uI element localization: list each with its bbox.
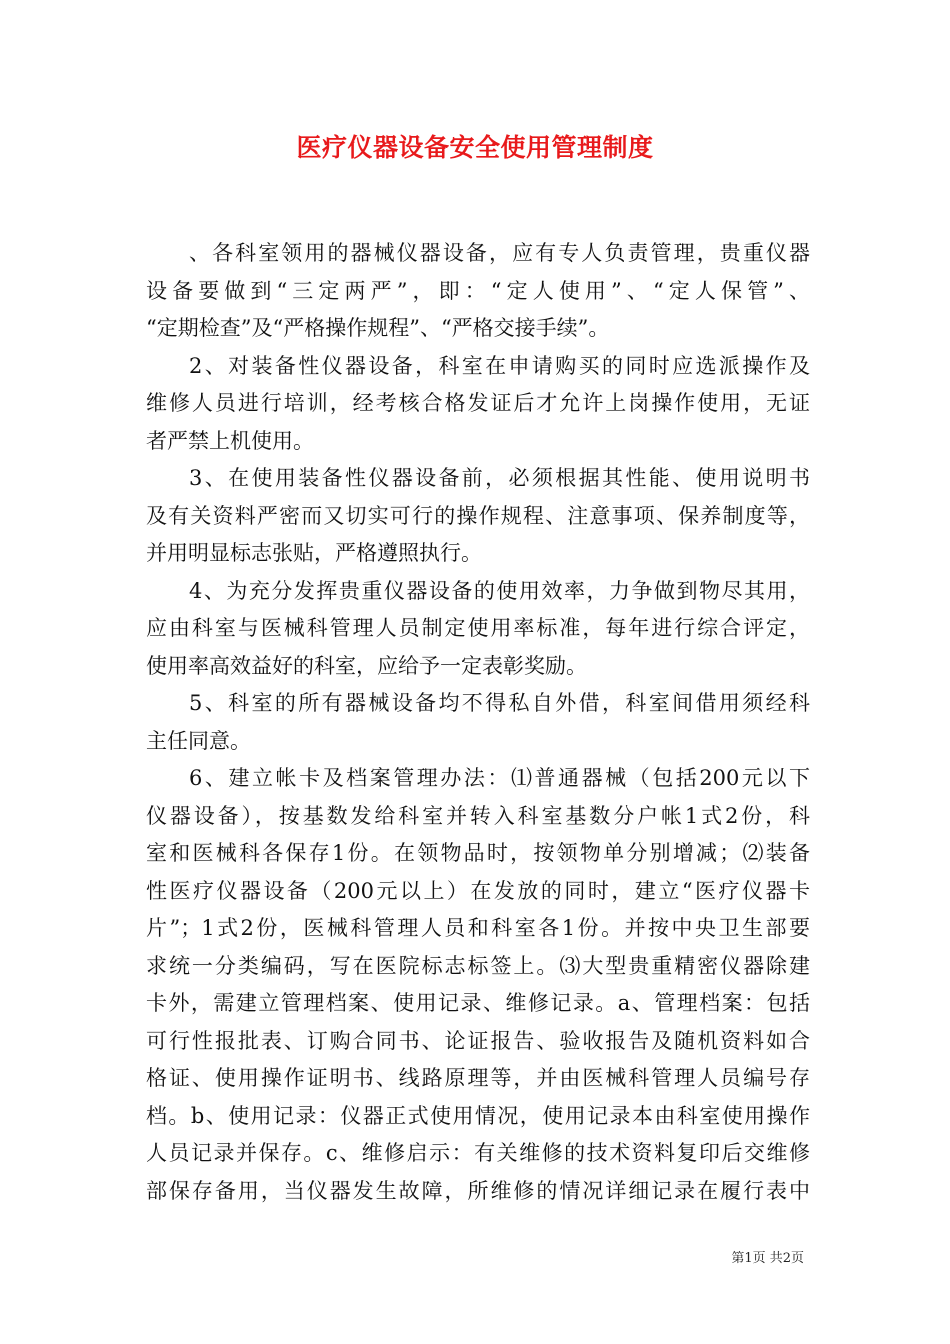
body-line: “定期检查”及“严格操作规程”、“严格交接手续”。 bbox=[146, 316, 610, 340]
body-line: 使用率高效益好的科室，应给予一定表彰奖励。 bbox=[146, 653, 587, 678]
body-line: 求统一分类编码，写在医院标志标签上。⑶大型贵重精密仪器除建 bbox=[146, 953, 810, 978]
body-line: 及有关资料严密而又切实可行的操作规程、注意事项、保养制度等， bbox=[146, 503, 810, 528]
page-number: 第1页 共2页 bbox=[731, 1251, 804, 1266]
body-line: 设备要做到“三定两严”，即：“定人使用”、“定人保管”、 bbox=[146, 278, 810, 303]
body-line: 3、在使用装备性仪器设备前，必须根据其性能、使用说明书 bbox=[189, 466, 810, 490]
body-line: 格证、使用操作证明书、线路原理等，并由医械科管理人员编号存 bbox=[146, 1066, 810, 1090]
body-line: 人员记录并保存。c、维修启示：有关维修的技术资料复印后交维修 bbox=[146, 1141, 810, 1165]
body-line: 仪器设备），按基数发给科室并转入科室基数分户帐1式2份，科 bbox=[146, 803, 810, 828]
body-line: 6、建立帐卡及档案管理办法：⑴普通器械（包括200元以下 bbox=[189, 766, 810, 790]
document-body bbox=[146, 235, 810, 1210]
body-line: 4、为充分发挥贵重仪器设备的使用效率，力争做到物尽其用， bbox=[189, 578, 810, 603]
body-line: 部保存备用，当仪器发生故障，所维修的情况详细记录在履行表中 bbox=[146, 1178, 810, 1203]
body-line: 卡外，需建立管理档案、使用记录、维修记录。a、管理档案：包括 bbox=[146, 991, 810, 1015]
body-line: 并用明显标志张贴，严格遵照执行。 bbox=[146, 541, 482, 565]
body-line: 室和医械科各保存1份。在领物品时，按领物单分别增减；⑵装备 bbox=[146, 841, 810, 865]
body-line: 、各科室领用的器械仪器设备，应有专人负责管理，贵重仪器 bbox=[189, 241, 810, 265]
body-line: 2、对装备性仪器设备，科室在申请购买的同时应选派操作及 bbox=[189, 353, 810, 378]
body-line: 者严禁上机使用。 bbox=[146, 428, 314, 453]
body-line: 片”；1式2份，医械科管理人员和科室各1份。并按中央卫生部要 bbox=[146, 916, 810, 940]
body-line: 可行性报批表、订购合同书、论证报告、验收报告及随机资料如合 bbox=[146, 1028, 810, 1053]
body-line: 5、科室的所有器械设备均不得私自外借，科室间借用须经科 bbox=[189, 691, 810, 715]
body-line: 性医疗仪器设备（200元以上）在发放的同时，建立“医疗仪器卡 bbox=[146, 878, 810, 903]
body-line: 应由科室与医械科管理人员制定使用率标准，每年进行综合评定， bbox=[146, 616, 810, 640]
body-line: 主任同意。 bbox=[146, 728, 251, 753]
body-line: 档。b、使用记录：仪器正式使用情况，使用记录本由科室使用操作 bbox=[146, 1103, 810, 1128]
body-line: 维修人员进行培训，经考核合格发证后才允许上岗操作使用，无证 bbox=[146, 391, 810, 415]
document-title: 医疗仪器设备安全使用管理制度 bbox=[296, 133, 654, 162]
